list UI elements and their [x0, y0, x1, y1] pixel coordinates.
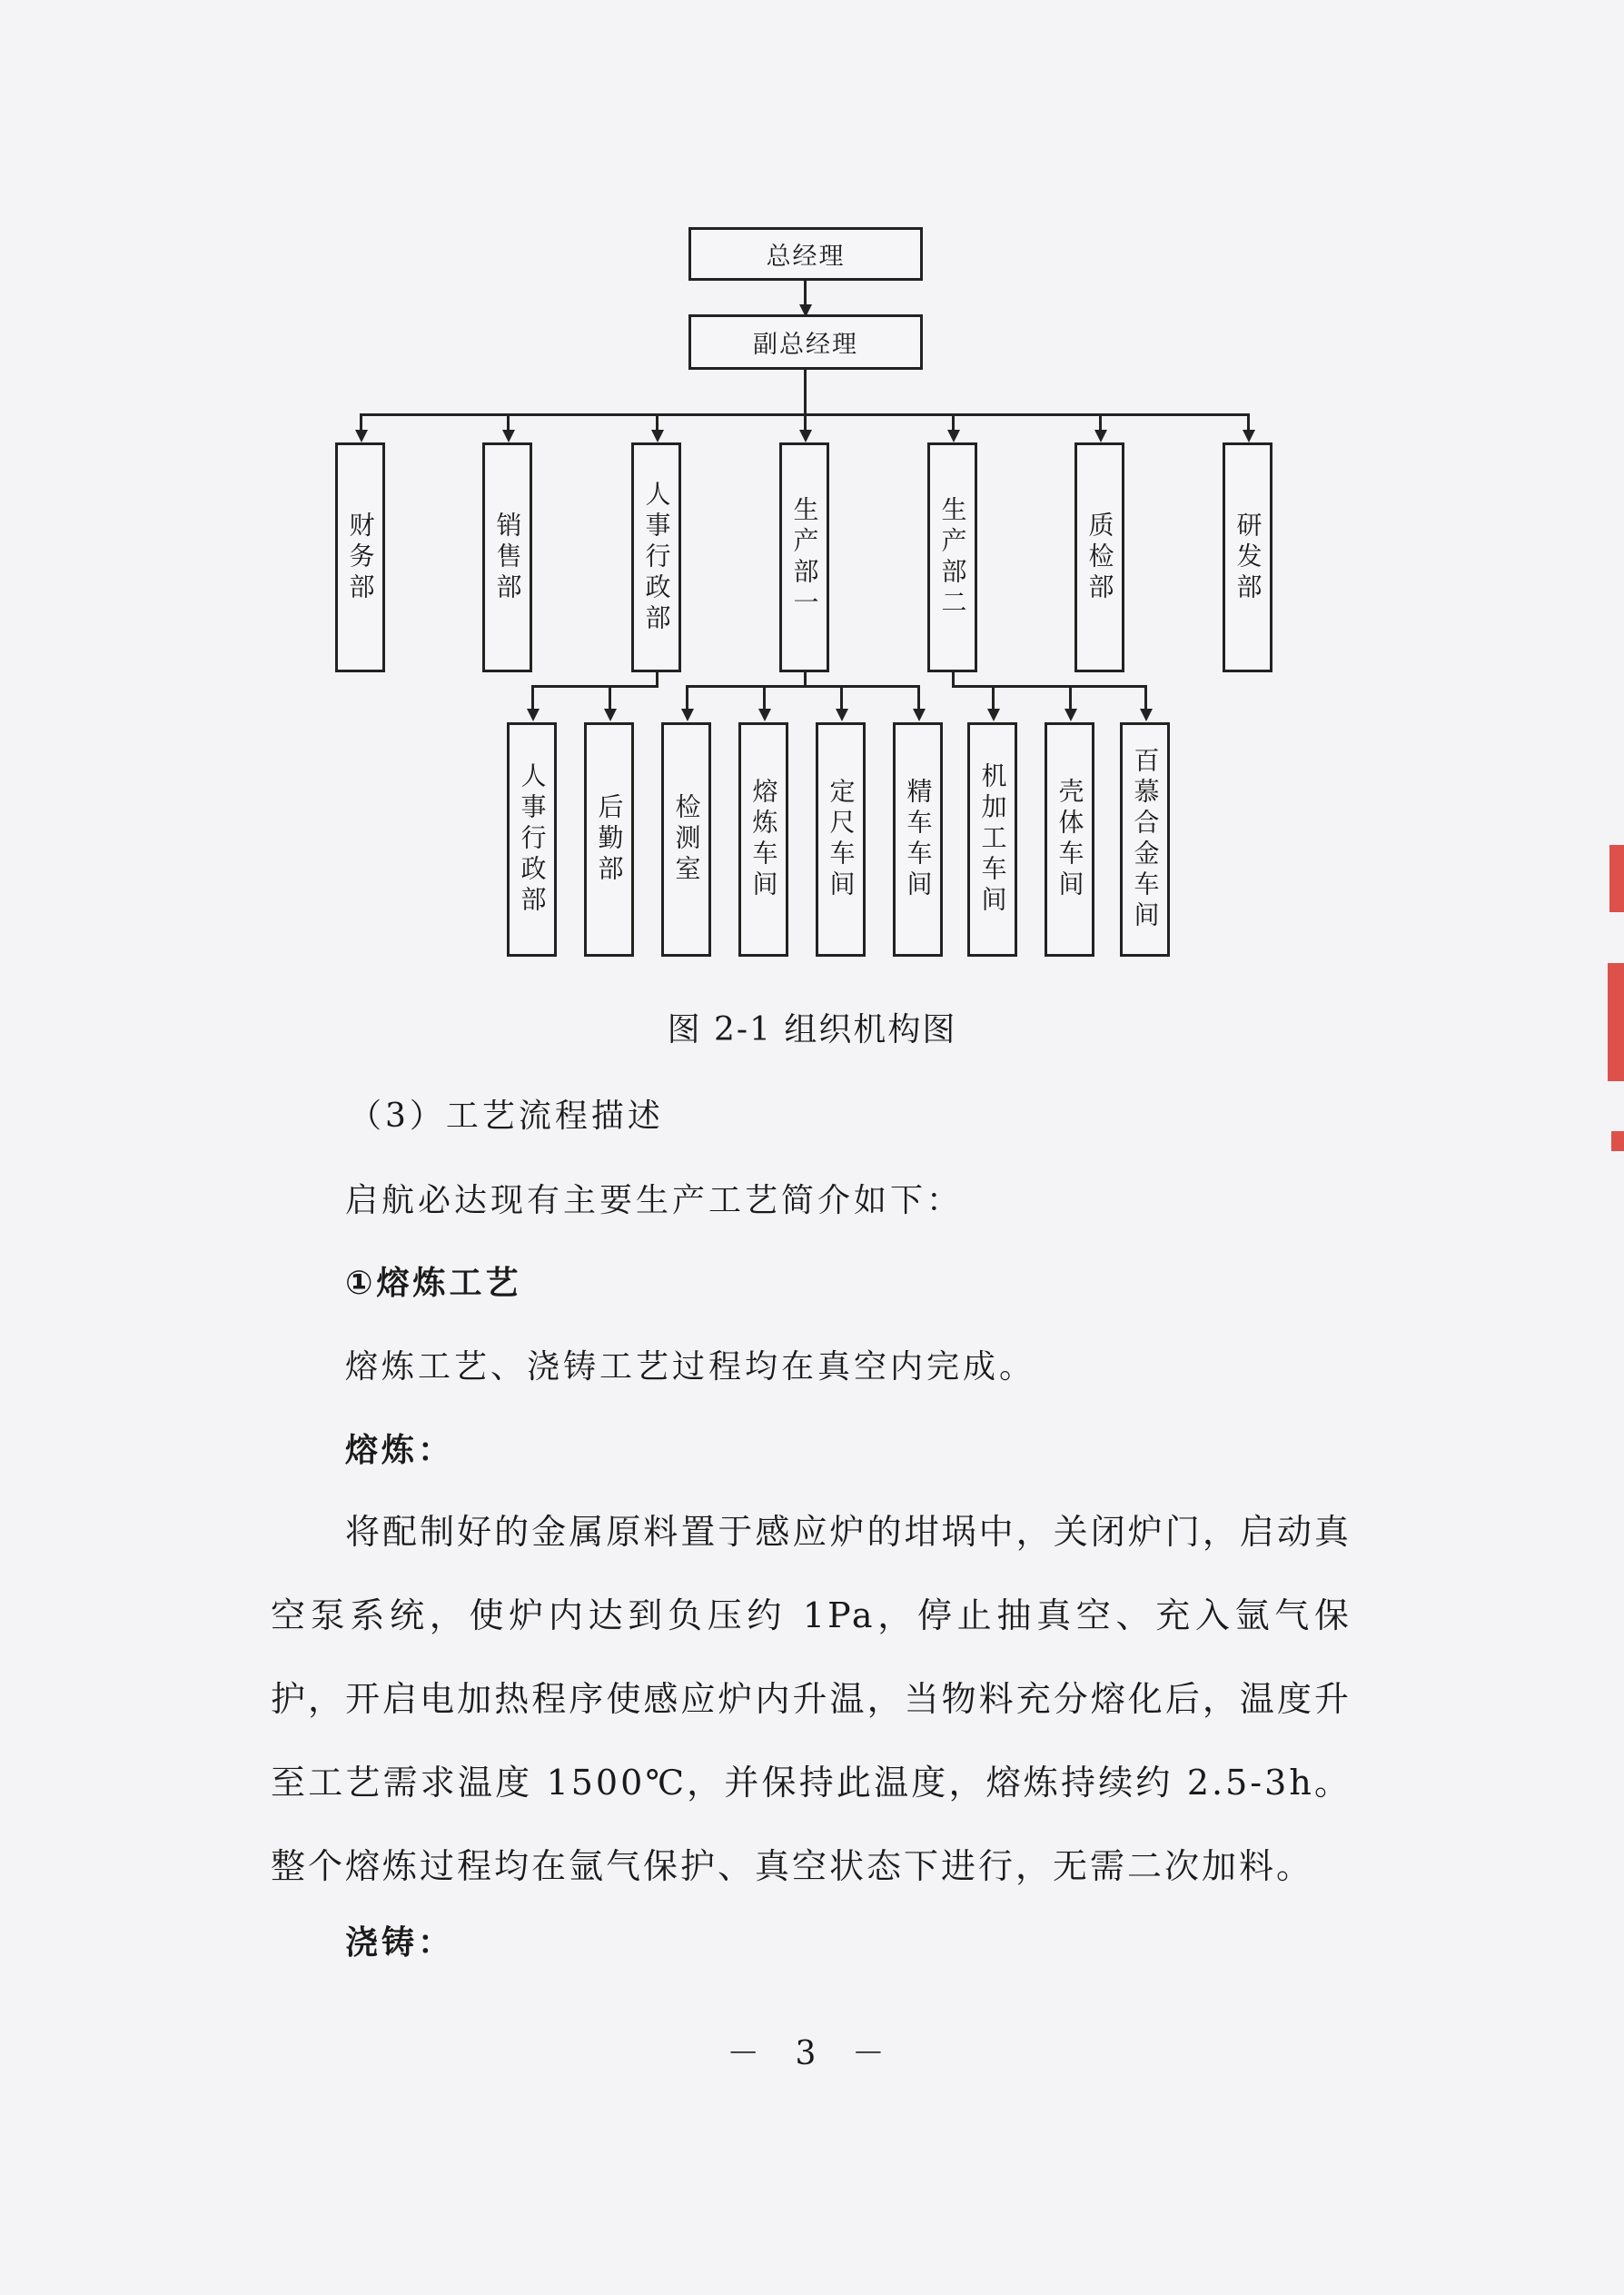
unit-smelting-workshop: 熔炼车间	[738, 722, 788, 957]
node-general-manager: 总经理	[688, 227, 923, 281]
arrow	[836, 709, 848, 721]
arrow	[987, 709, 1000, 721]
section-heading: （3）工艺流程描述	[349, 1098, 664, 1135]
unit-baimu-alloy-workshop: 百慕合金车间	[1120, 722, 1170, 957]
arrow	[758, 709, 771, 721]
unit-testing-room: 检测室	[661, 722, 711, 957]
label-casting: 浇铸：	[345, 1924, 455, 1962]
arrow	[604, 709, 617, 721]
arrow	[1140, 709, 1153, 721]
arrow	[1094, 430, 1107, 442]
arrow	[355, 430, 368, 442]
unit-cut-to-length-workshop: 定尺车间	[816, 722, 866, 957]
seal-fragment	[1609, 845, 1624, 912]
dept-quality: 质检部	[1074, 442, 1124, 672]
arrow	[527, 709, 540, 721]
label-smelting: 熔炼：	[345, 1432, 455, 1469]
subheading-smelting-process: ①熔炼工艺	[345, 1265, 522, 1302]
dept-production-1: 生产部一	[779, 442, 829, 672]
unit-finish-turning-workshop: 精车车间	[893, 722, 943, 957]
arrow	[681, 709, 694, 721]
paragraph-smelting: 将配制好的金属原料置于感应炉的坩埚中，关闭炉门，启动真空泵系统，使炉内达到负压约 1Pa，停止抽真空、充入氩气保护，开启电加热程序使感应炉内升温，当物料充分熔化后，温度升至工艺需求温度 1500℃，并保持此温度，熔炼持续约 2.5-3h。整个熔炼过程均在氩气保护、真空状态下进行，无需二次加料。	[271, 1512, 1352, 1886]
sentence-process-vacuum: 熔炼工艺、浇铸工艺过程均在真空内完成。	[345, 1348, 1036, 1386]
org-chart	[0, 0, 1624, 981]
arrow	[947, 430, 960, 442]
sub-bus-production-1	[686, 685, 920, 688]
unit-hr-admin: 人事行政部	[507, 722, 557, 957]
sub-bus-production-2	[952, 685, 1147, 688]
seal-fragment	[1608, 963, 1624, 1081]
arrow	[651, 430, 664, 442]
dept-sales: 销售部	[482, 442, 532, 672]
unit-logistics: 后勤部	[584, 722, 634, 957]
dept-rnd: 研发部	[1223, 442, 1272, 672]
unit-shell-workshop: 壳体车间	[1045, 722, 1094, 957]
intro-text: 启航必达现有主要生产工艺简介如下：	[345, 1182, 964, 1219]
dept-finance: 财务部	[335, 442, 385, 672]
node-deputy-manager: 副总经理	[688, 314, 923, 370]
dept-hr-admin: 人事行政部	[631, 442, 681, 672]
sub-bus-hr	[531, 685, 659, 688]
arrow	[799, 430, 812, 442]
connector	[804, 370, 807, 415]
dept-production-2: 生产部二	[927, 442, 977, 672]
figure-caption: 图 2-1 组织机构图	[667, 1011, 957, 1048]
arrow	[1243, 430, 1255, 442]
arrow	[1065, 709, 1077, 721]
seal-fragment	[1611, 1131, 1624, 1151]
arrow	[502, 430, 515, 442]
arrow	[913, 709, 926, 721]
page-number: － 3 －	[727, 2035, 897, 2072]
unit-machining-workshop: 机加工车间	[967, 722, 1017, 957]
